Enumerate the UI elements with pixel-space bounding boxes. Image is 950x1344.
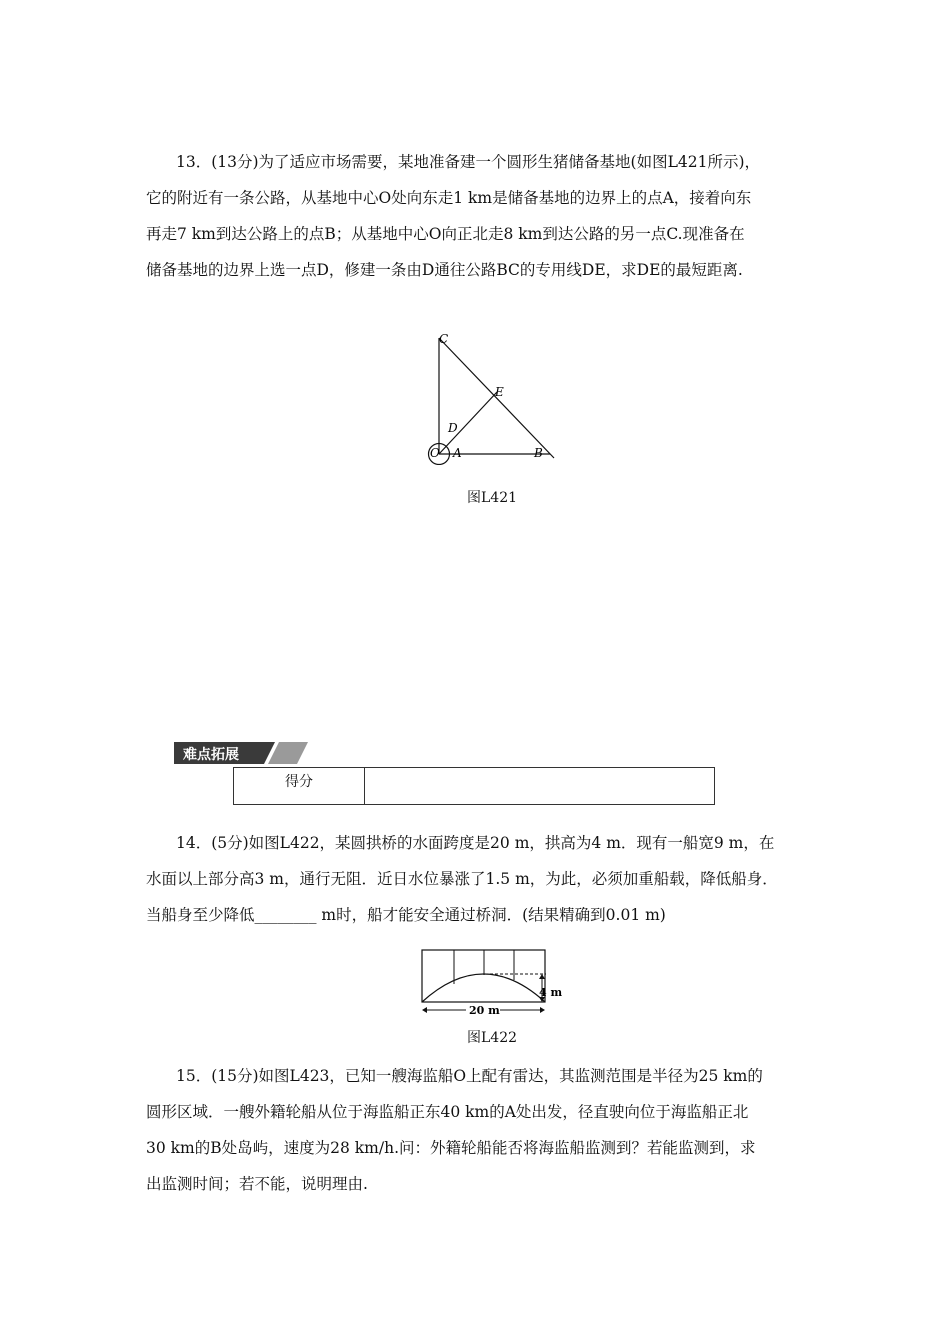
label-o: O bbox=[430, 446, 440, 460]
q15-line-4: 出监测时间；若不能，说明理由. bbox=[146, 1175, 368, 1193]
q14-line-1: 14．(5分)如图L422，某圆拱桥的水面跨度是20 m，拱高为4 m．现有一船宽9 m，在 bbox=[176, 834, 775, 852]
q13-line-2: 它的附近有一条公路，从基地中心O处向东走1 km是储备基地的边界上的点A，接着向东 bbox=[146, 189, 752, 207]
q15-line-3: 30 km的B处岛屿，速度为28 km/h.问：外籍轮船能否将海监船监测到？若能监测到，求 bbox=[146, 1139, 756, 1157]
figure-l421-caption: 图L421 bbox=[467, 490, 518, 506]
score-table bbox=[233, 767, 715, 805]
label-d: D bbox=[448, 421, 458, 435]
label-e: E bbox=[495, 385, 504, 399]
q15-line-1: 15．(15分)如图L423，已知一艘海监船O上配有雷达，其监测范围是半径为25 km的 bbox=[176, 1067, 763, 1085]
figure-l422-caption: 图L422 bbox=[467, 1030, 518, 1046]
figure-l421 bbox=[420, 330, 570, 465]
height-label: 4 m bbox=[539, 986, 563, 999]
q13-line-3: 再走7 km到达公路上的点B；从基地中心O向正北走8 km到达公路的另一点C.现准备在 bbox=[146, 225, 745, 243]
question-13 bbox=[146, 144, 814, 288]
q14-line-3: 当船身至少降低________ m时，船才能安全通过桥洞．(结果精确到0.01 m) bbox=[146, 906, 666, 924]
label-c: C bbox=[439, 332, 449, 346]
span-label: 20 m bbox=[469, 1004, 500, 1017]
question-15 bbox=[146, 1058, 814, 1202]
section-title: 难点拓展 bbox=[183, 747, 239, 763]
score-value-cell[interactable] bbox=[365, 768, 714, 804]
label-b: B bbox=[534, 446, 543, 460]
bridge-arch bbox=[422, 974, 545, 1002]
span-arrow-head-left bbox=[422, 1007, 427, 1013]
question-14 bbox=[146, 825, 814, 933]
label-a: A bbox=[453, 446, 462, 460]
q14-line-2: 水面以上部分高3 m，通行无阻．近日水位暴涨了1.5 m，为此，必须加重船载，降低船身． bbox=[146, 870, 778, 888]
section-header bbox=[174, 742, 308, 764]
q13-line-4: 储备基地的边界上选一点D，修建一条由D通往公路BC的专用线DE，求DE的最短距离. bbox=[146, 261, 743, 279]
figure-l422 bbox=[418, 948, 568, 1020]
q13-line-1: 13．(13分)为了适应市场需要，某地准备建一个圆形生猪储备基地(如图L421所示)， bbox=[176, 153, 761, 171]
q15-line-2: 圆形区域．一艘外籍轮船从位于海监船正东40 km的A处出发，径直驶向位于海监船正北 bbox=[146, 1103, 749, 1121]
height-arrow-head-top bbox=[539, 974, 545, 979]
score-label: 得分 bbox=[234, 768, 365, 804]
span-arrow-head-right bbox=[540, 1007, 545, 1013]
